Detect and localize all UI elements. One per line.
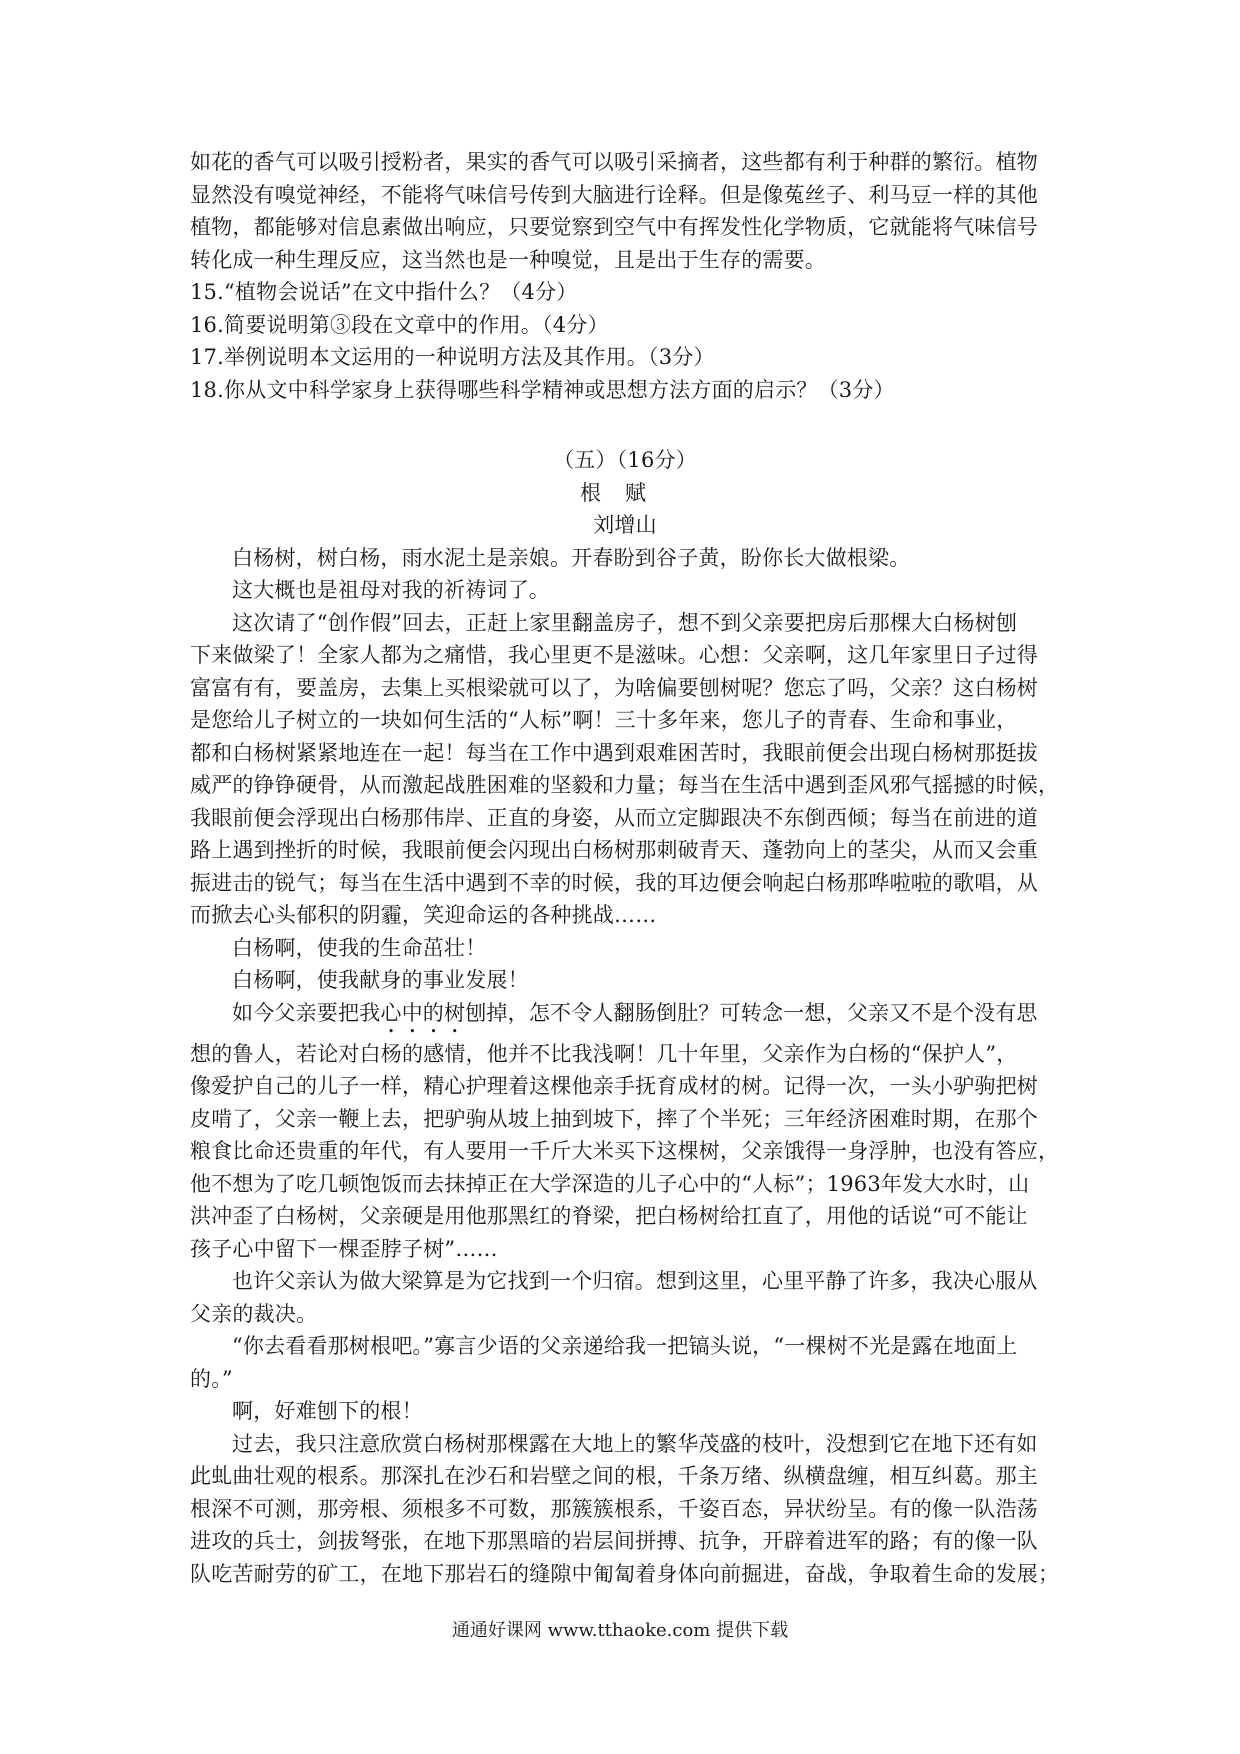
article-author: 刘增山 [593, 513, 657, 537]
question-17: 17.举例说明本文运用的一种说明方法及其作用。（3分） [190, 345, 715, 369]
text-line: 振进击的锐气；每当在生活中遇到不幸的时候，我的耳边便会响起白杨那哗啦啦的歌唱，从 [190, 870, 1038, 895]
text-line: 威严的铮铮硬骨，从而激起战胜困难的坚毅和力量；每当在生活中遇到歪风邪气摇撼的时候， [190, 773, 1060, 797]
text-line: 的。” [190, 1366, 233, 1391]
text-line: 这次请了“创作假”回去，正赶上家里翻盖房子，想不到父亲要把房后那棵大白杨树刨 [232, 610, 1018, 635]
text-line: 像爱护自己的儿子一样，精心护理着这棵他亲手抚育成材的树。记得一次，一头小驴驹把树 [190, 1074, 1038, 1098]
question-16: 16.简要说明第③段在文章中的作用。（4分） [190, 312, 609, 337]
text-line: 也许父亲认为做大梁算是为它找到一个归宿。想到这里，心里平静了许多，我决心服从 [232, 1269, 1038, 1293]
text-line: 下来做梁了！全家人都为之痛惜，我心里更不是滋味。心想：父亲啊，这几年家里日子过得 [190, 643, 1038, 667]
emphasized-phrase: 心中的树 [380, 1000, 466, 1025]
text-line: 队吃苦耐劳的矿工，在地下那岩石的缝隙中匍匐着身体向前掘进，奋战，争取着生命的发展； [190, 1561, 1060, 1586]
text-line: 洪冲歪了白杨树，父亲硬是用他那黑红的脊梁，把白杨树给扛直了，用他的话说“可不能让 [190, 1204, 1028, 1228]
paragraph-7 [190, 1265, 1060, 1330]
article-title: 根赋 [580, 480, 670, 505]
question-15: 15.“植物会说话”在文中指什么？（4分） [190, 280, 578, 304]
text-line: 进攻的兵士，剑拔弩张，在地下那黑暗的岩层间拼搏、抗争，开辟着进军的路；有的像一队 [190, 1529, 1038, 1553]
text-line [190, 997, 1060, 1038]
text-line: 根深不可测，那旁根、须根多不可数，那簇簇根系，千姿百态，异状纷呈。有的像一队浩荡 [190, 1496, 1038, 1521]
text-line: “你去看看那树根吧。”寡言少语的父亲递给我一把镐头说，“一棵树不光是露在地面上 [232, 1334, 1018, 1358]
question-18: 18.你从文中科学家身上获得哪些科学精神或思想方法方面的启示？（3分） [190, 377, 895, 402]
text-line: 富富有有，要盖房，去集上买根梁就可以了，为啥偏要刨树呢？您忘了吗，父亲？这白杨树 [190, 675, 1038, 700]
paragraph-6 [190, 997, 1060, 1266]
paragraph-9: 啊，好难刨下的根！ [232, 1399, 423, 1423]
paragraph-1: 白杨树，树白杨，雨水泥土是亲娘。开春盼到谷子黄，盼你长大做根梁。 [232, 545, 911, 570]
text-line: 我眼前便会浮现出白杨那伟岸、正直的身姿，从而立定脚跟决不东倒西倾；每当在前进的道 [190, 805, 1038, 830]
text-line: 过去，我只注意欣赏白杨树那棵露在大地上的繁华茂盛的枝叶，没想到它在地下还有如 [232, 1431, 1038, 1456]
text-line: 而掀去心头郁积的阴霾，笑迎命运的各种挑战…… [190, 903, 657, 927]
text-line: 皮啃了，父亲一鞭上去，把驴驹从坡上抽到坡下，摔了个半死；三年经济困难时期，在那个 [190, 1106, 1038, 1131]
text-line: 路上遇到挫折的时候，我眼前便会闪现出白杨树那刺破青天、蓬勃向上的茎尖，从而又会重 [190, 838, 1038, 862]
text-segment: 如今父亲要把我 [232, 1000, 381, 1025]
text-line: 孩子心中留下一棵歪脖子树”…… [190, 1236, 498, 1261]
text-line: 想的鲁人，若论对白杨的感情，他并不比我浅啊！几十年里，父亲作为白杨的“保护人”， [190, 1041, 1018, 1066]
text-segment: 刨掉，怎不令人翻肠倒肚？可转念一想，父亲又不是个没有思 [465, 1000, 1038, 1025]
text-line: 是您给儿子树立的一块如何生活的“人标”啊！三十多年来，您儿子的青春、生命和事业， [190, 708, 1018, 732]
text-line: 此虬曲壮观的根系。那深扎在沙石和岩壁之间的根，千条万绪、纵横盘缠，相互纠葛。那主 [190, 1464, 1038, 1488]
page-footer: 通通好课网 www.tthaoke.com 提供下载 [451, 1620, 789, 1641]
text-line: 粮食比命还贵重的年代，有人要用一千斤大米买下这棵树，父亲饿得一身浮肿，也没有答应， [190, 1139, 1060, 1163]
section-heading: （五）（16分） [553, 448, 697, 472]
paragraph-4: 白杨啊，使我的生命茁壮！ [232, 935, 487, 960]
paragraph-10 [190, 1428, 1060, 1591]
paragraph-8 [190, 1330, 1060, 1395]
text-line: 如花的香气可以吸引授粉者，果实的香气可以吸引采摘者，这些都有利于种群的繁衍。植物 [190, 150, 1038, 174]
intro-paragraph [190, 146, 1060, 276]
document-page [190, 146, 1060, 1590]
question-list [190, 276, 1060, 406]
text-line: 都和白杨树紧紧地连在一起！每当在工作中遇到艰难困苦时，我眼前便会出现白杨树那挺拔 [190, 740, 1038, 765]
paragraph-2: 这大概也是祖母对我的祈祷词了。 [232, 578, 550, 602]
text-line: 他不想为了吃几顿饱饭而去抹掉正在大学深造的儿子心中的“人标”；1963年发大水时，山 [190, 1171, 1030, 1196]
paragraph-5: 白杨啊，使我献身的事业发展！ [232, 968, 529, 992]
text-line: 转化成一种生理反应，这当然也是一种嗅觉，且是出于生存的需要。 [190, 247, 826, 272]
text-line: 植物，都能够对信息素做出响应，只要觉察到空气中有挥发性化学物质，它就能将气味信号 [190, 215, 1038, 239]
text-line: 父亲的裁决。 [190, 1301, 318, 1326]
text-line: 显然没有嗅觉神经，不能将气味信号传到大脑进行诠释。但是像菟丝子、利马豆一样的其他 [190, 182, 1038, 207]
paragraph-3 [190, 607, 1060, 932]
